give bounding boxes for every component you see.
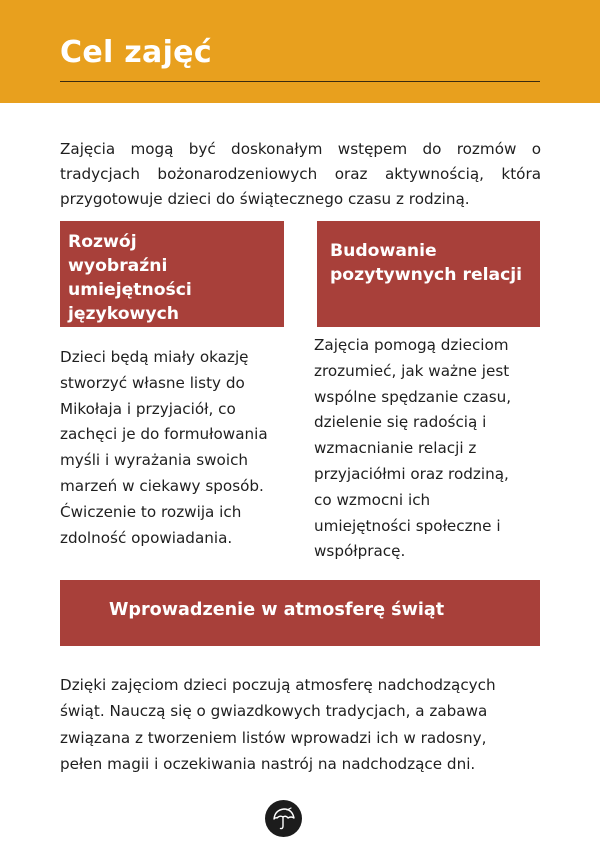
body-line: przyjaciółmi oraz rodziną,: [314, 464, 509, 483]
section-body-left: [60, 345, 290, 551]
body-line: zdolność opowiadania.: [60, 528, 233, 547]
body-line: Dzieci będą miały okazję: [60, 348, 249, 366]
body-line: zachęci je do formułowania: [60, 425, 268, 444]
outro-line: Dzięki zajęciom dzieci poczują atmosferę nadchodzących: [60, 676, 496, 694]
body-line: umiejętności społeczne i: [314, 516, 501, 535]
section-heading-right: [330, 239, 522, 287]
body-line: zrozumieć, jak ważne jest: [314, 361, 510, 380]
outro-line: związana z tworzeniem listów wprowadzi ich w radosny,: [60, 728, 487, 747]
intro-paragraph: Zajęcia mogą być doskonałym wstępem do rozmów o tradycjach bożonarodzeniowych oraz aktywnością, która przygotowuje dzieci do świątecznego czasu z rodziną.: [60, 140, 541, 208]
heading-line: językowych: [68, 304, 180, 324]
section-heading-left: [68, 230, 192, 326]
body-line: stworzyć własne listy do: [60, 373, 245, 392]
umbrella-logo-icon: [265, 800, 302, 837]
body-line: Zajęcia pomogą dzieciom: [314, 336, 509, 354]
heading-line: umiejętności: [68, 280, 192, 300]
heading-line: Budowanie: [330, 241, 437, 261]
body-line: Mikołaja i przyjaciół, co: [60, 399, 236, 418]
body-line: dzielenie się radością i: [314, 413, 487, 432]
body-line: wzmacnianie relacji z: [314, 439, 477, 458]
body-line: wspólne spędzanie czasu,: [314, 387, 512, 406]
body-line: Ćwiczenie to rozwija ich: [60, 502, 242, 521]
outro-line: świąt. Nauczą się o gwiazdkowych tradycjach, a zabawa: [60, 702, 488, 721]
heading-line: Rozwój: [68, 232, 137, 252]
page-title: Cel zajęć: [60, 35, 212, 70]
body-line: współpracę.: [314, 542, 406, 561]
body-line: myśli i wyrażania swoich: [60, 451, 249, 470]
body-line: co wzmocni ich: [314, 490, 431, 509]
section-body-right: [314, 333, 544, 565]
outro-line: pełen magii i oczekiwania nastrój na nadchodzące dni.: [60, 755, 476, 774]
section-heading-box-right: [317, 221, 540, 327]
header-band: [0, 0, 600, 103]
banner-title: Wprowadzenie w atmosferę świąt: [109, 600, 445, 620]
outro-paragraph: [60, 672, 540, 778]
heading-line: wyobraźni: [68, 256, 168, 276]
body-line: marzeń w ciekawy sposób.: [60, 476, 264, 495]
section-heading-box-left: [60, 221, 284, 327]
header-divider: [60, 81, 540, 82]
section-banner: [60, 580, 540, 646]
heading-line: pozytywnych relacji: [330, 265, 523, 285]
